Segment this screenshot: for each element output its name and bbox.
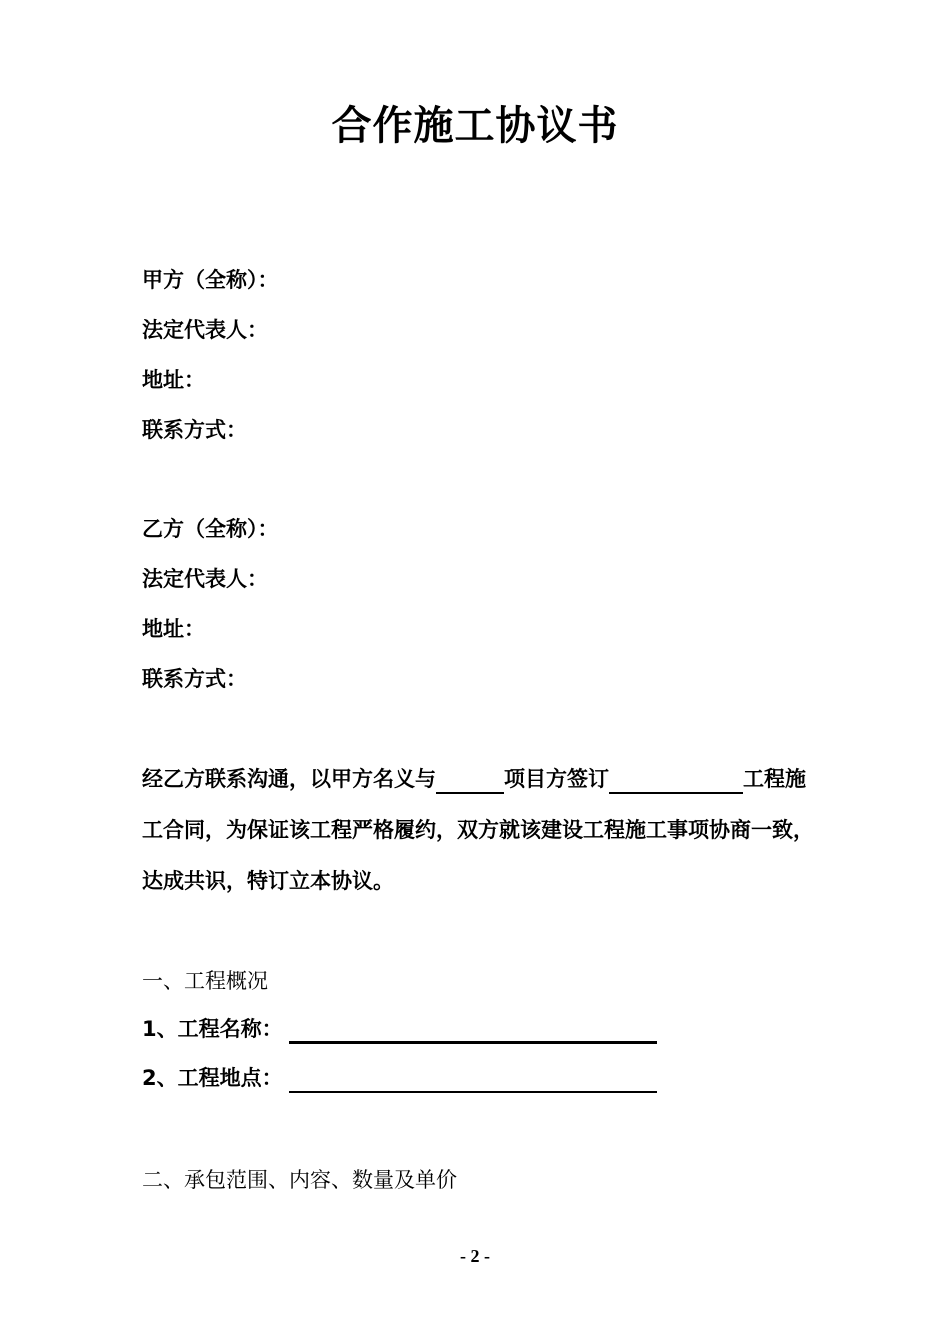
party-a-address-label: 地址：: [142, 368, 205, 392]
document-title: 合作施工协议书: [331, 103, 619, 149]
party-b-name-label: 乙方（全称）：: [142, 517, 279, 541]
party-a-name-label: 甲方（全称）：: [142, 268, 279, 292]
section-2-heading: 二、承包范围、内容、数量及单价: [142, 1168, 457, 1192]
intro-text-3: 工程施: [743, 767, 806, 791]
intro-line-2: 工合同，为保证该工程严格履约，双方就该建设工程施工事项协商一致，: [142, 818, 814, 842]
section-1-heading: 一、工程概况: [142, 969, 268, 993]
party-b-contact-label: 联系方式：: [142, 667, 247, 691]
project-location-blank: [289, 1063, 657, 1093]
intro-line-1: [142, 764, 806, 794]
page-number: - 2 -: [460, 1246, 490, 1266]
intro-line-3: 达成共识，特订立本协议。: [142, 869, 394, 893]
intro-text-1: 经乙方联系沟通，以甲方名义与: [142, 767, 436, 791]
party-a-representative-label: 法定代表人：: [142, 318, 268, 342]
contract-name-blank: [609, 764, 743, 794]
project-party-blank: [436, 764, 504, 794]
project-name-blank: [289, 1013, 657, 1044]
intro-text-2: 项目方签订: [504, 767, 609, 791]
party-b-representative-label: 法定代表人：: [142, 567, 268, 591]
project-name-label: 1、工程名称：: [142, 1017, 283, 1041]
party-a-contact-label: 联系方式：: [142, 418, 247, 442]
project-location-row: [142, 1063, 657, 1093]
project-location-label: 2、工程地点：: [142, 1066, 283, 1090]
project-name-row: [142, 1013, 657, 1044]
party-b-address-label: 地址：: [142, 617, 205, 641]
